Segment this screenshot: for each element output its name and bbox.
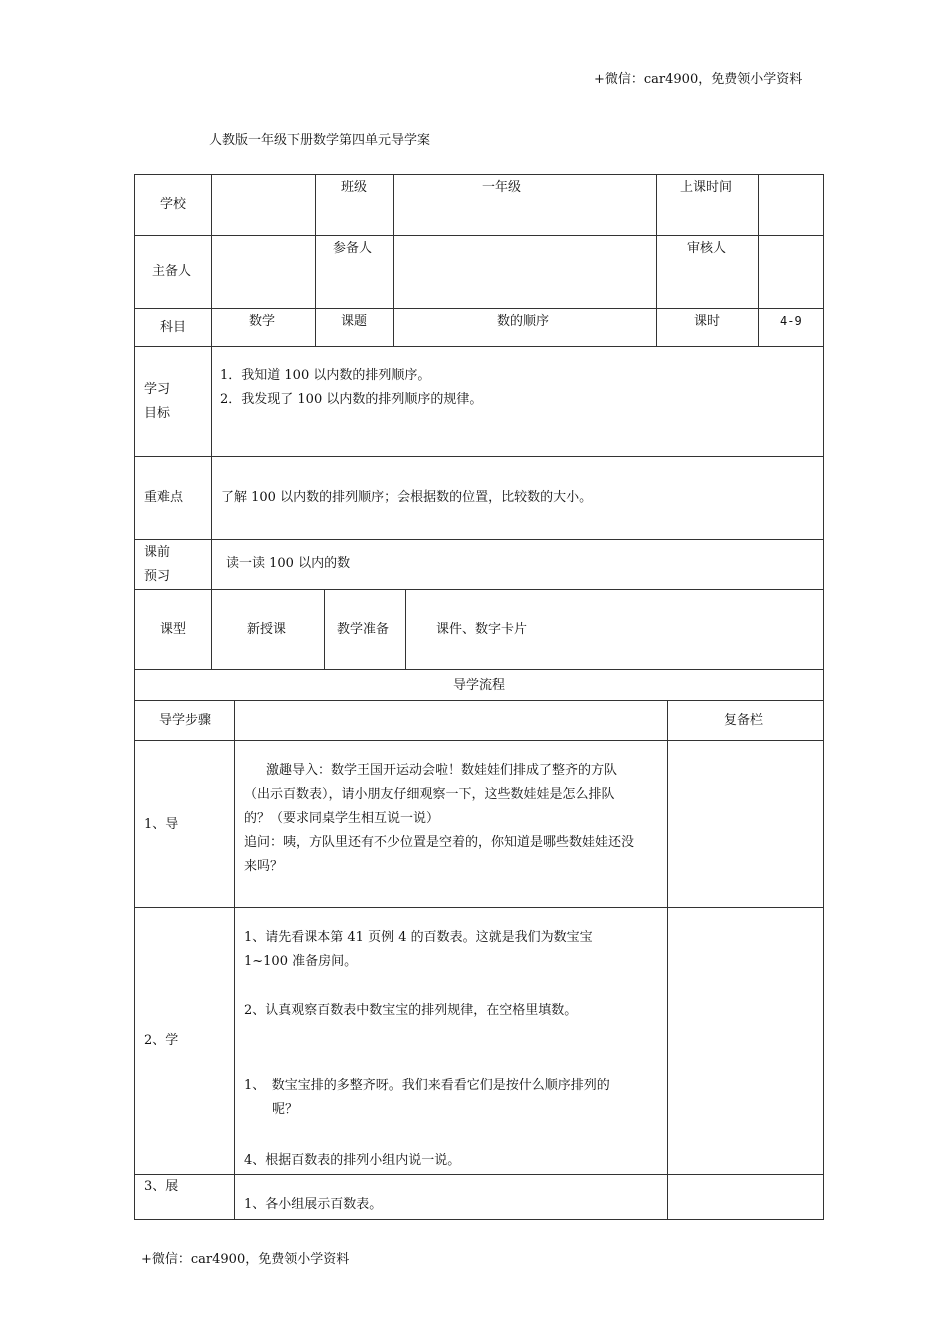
- step-line: （出示百数表），请小朋友仔细观察一下，这些数娃娃是怎么排队: [244, 787, 615, 802]
- step-line: 4、根据百数表的排列小组内说一说。: [244, 1153, 461, 1168]
- preview-text: 读一读 100 以内的数: [226, 556, 351, 571]
- step-line: 的？（要求同桌学生相互说一说）: [244, 811, 440, 826]
- topic-label: 课题: [341, 314, 368, 329]
- step-line: 1~100 准备房间。: [244, 954, 358, 969]
- class-label: 班级: [341, 180, 368, 195]
- goals-label: 学习: [144, 382, 171, 397]
- step-content: [244, 926, 664, 974]
- step-line: 1、各小组展示百数表。: [244, 1197, 383, 1212]
- teaching-prep-value: 课件、数字卡片: [436, 622, 528, 637]
- flow-title: 导学流程: [453, 678, 506, 693]
- lesson-type-label: 课型: [160, 622, 187, 637]
- reviewer-label: 审核人: [687, 241, 727, 256]
- step-line: 呢？: [272, 1102, 299, 1117]
- class-time-label: 上课时间: [680, 180, 733, 195]
- goal-item: 2．我发现了 100 以内数的排列顺序的规律。: [220, 392, 483, 407]
- main-preparer-label: 主备人: [152, 264, 192, 279]
- header-note: +微信：car4900，免费领小学资料: [594, 72, 803, 87]
- class-value: 一年级: [482, 180, 522, 195]
- step-label: 3、展: [144, 1179, 179, 1194]
- period-value: 4-9: [780, 314, 802, 328]
- key-points-text: 了解 100 以内数的排列顺序；会根据数的位置，比较数的大小。: [221, 490, 593, 505]
- topic-value: 数的顺序: [497, 314, 550, 329]
- teaching-prep-label: 教学准备: [337, 622, 390, 637]
- step-label: 1、导: [144, 817, 179, 832]
- subject-value: 数学: [249, 314, 276, 329]
- step-line: 1、 数宝宝排的多整齐呀。我们来看看它们是按什么顺序排列的: [244, 1078, 610, 1093]
- key-points-label: 重难点: [144, 490, 184, 505]
- step-label: 2、学: [144, 1033, 179, 1048]
- co-preparer-label: 参备人: [333, 241, 373, 256]
- step-line: 1、请先看课本第 41 页例 4 的百数表。这就是我们为数宝宝: [244, 930, 593, 945]
- preview-label-2: 预习: [144, 569, 171, 584]
- goals-label-2: 目标: [144, 406, 171, 421]
- step-line: 来吗？: [244, 859, 284, 874]
- step-line: 激趣导入：数学王国开运动会啦！数娃娃们排成了整齐的方队: [266, 763, 618, 778]
- goal-item: 1．我知道 100 以内数的排列顺序。: [220, 368, 431, 383]
- notes-header: 复备栏: [724, 713, 764, 728]
- school-label: 学校: [160, 197, 187, 212]
- step-content: [244, 759, 664, 879]
- step-line: 2、认真观察百数表中数宝宝的排列规律，在空格里填数。: [244, 1003, 578, 1018]
- footer-note: +微信：car4900，免费领小学资料: [141, 1252, 350, 1267]
- step-line: 追问：咦，方队里还有不少位置是空着的，你知道是哪些数娃娃还没: [244, 835, 635, 850]
- period-label: 课时: [694, 314, 721, 329]
- steps-header: 导学步骤: [159, 713, 212, 728]
- lesson-type-value: 新授课: [247, 622, 287, 637]
- subject-label: 科目: [160, 320, 187, 335]
- preview-label: 课前: [144, 545, 171, 560]
- goals-list: [220, 364, 810, 412]
- document-title: 人教版一年级下册数学第四单元导学案: [209, 133, 431, 148]
